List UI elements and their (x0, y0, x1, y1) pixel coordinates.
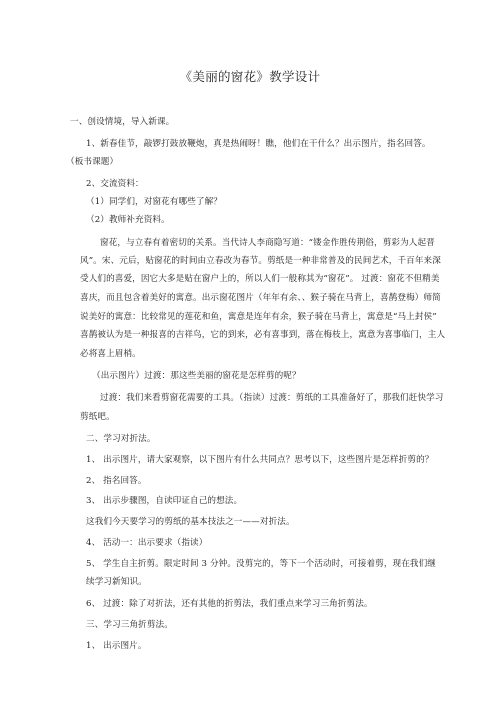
document-title: 《美丽的窗花》教学设计 (179, 69, 321, 84)
section-heading-2: 二、学习对折法。 (86, 434, 156, 444)
paragraph-line: 2、交流资料： (86, 179, 144, 189)
paragraph-line: 3、 出示步骤图，自读印证自己的想法。 (86, 496, 243, 506)
paragraph-line: 窗花，与立春有着密切的关系。当代诗人李商隐写道：“镂金作胜传荆俗，剪彩为人起晋 (100, 238, 435, 248)
paragraph-line: 4、 活动一：出示要求（指读） (86, 538, 208, 548)
paragraph-line: 风”。宋、元后，贴窗花的时间由立春改为春节。剪纸是一种非常普及的民间艺术，千百年来深 (80, 256, 441, 266)
paragraph-line: 受人们的喜爱，因它大多是贴在窗户上的，所以人们一般称其为“窗花”。 过渡：窗花不但精美 (80, 274, 440, 284)
paragraph-line: 5、 学生自主折剪。限定时间 3 分钟。没剪完的，等下一个活动时，可接着剪，现在我们继 (86, 559, 436, 569)
paragraph-line: 2、 指名回答。 (86, 476, 147, 486)
section-heading-3: 三、学习三角折剪法。 (86, 620, 173, 630)
section-heading-1: 一、创设情境，导入新课。 (70, 117, 175, 127)
paragraph-line: 喜庆，而且包含着美好的寓意。出示窗花图片（年年有余、、猴子骑在马背上，喜鹊登梅）师简 (80, 293, 441, 303)
paragraph-line: 6、 过渡：除了对折法，还有其他的折剪法，我们重点来学习三角折剪法。 (86, 599, 373, 609)
paragraph-line: （板书课题） (66, 157, 119, 167)
paragraph-line: 喜鹊被认为是一种报喜的吉祥鸟，它的到来，必有喜事到，落在梅枝上，寓意为喜事临门，主人 (80, 330, 446, 340)
paragraph-line: （2）教师补充资料。 (86, 215, 170, 225)
paragraph-line: 1、 出示图片。 (86, 641, 147, 651)
paragraph-line: 过渡：我们来看剪窗花需要的工具。（指读）过渡：剪纸的工具准备好了，那我们赶快学习 (100, 393, 444, 403)
paragraph-line: （出示图片）过渡：那这些美丽的窗花是怎样剪的呢？ (92, 371, 301, 381)
paragraph-line: 这我们今天要学习的剪纸的基本技法之一——对折法。 (86, 517, 295, 527)
paragraph-line: 说美好的寓意：比较常见的莲花和鱼，寓意是连年有余，猴子骑在马背上，寓意是“马上封侯” (80, 312, 437, 322)
paragraph-line: 必将喜上眉梢。 (80, 349, 141, 359)
paragraph-line: 续学习新知识。 (86, 577, 147, 587)
paragraph-line: 1、 出示图片，请大家观察，以下图片有什么共同点？思考以下，这些图片是怎样折剪的？ (86, 455, 434, 465)
paragraph-line: 1、新春佳节，敲锣打鼓放鞭炮，真是热闹呀！瞧，他们在干什么？出示图片，指名回答。 (86, 139, 431, 149)
paragraph-line: （1）同学们，对窗花有哪些了解？ (86, 197, 222, 207)
paragraph-line: 剪纸吧。 (80, 412, 115, 422)
